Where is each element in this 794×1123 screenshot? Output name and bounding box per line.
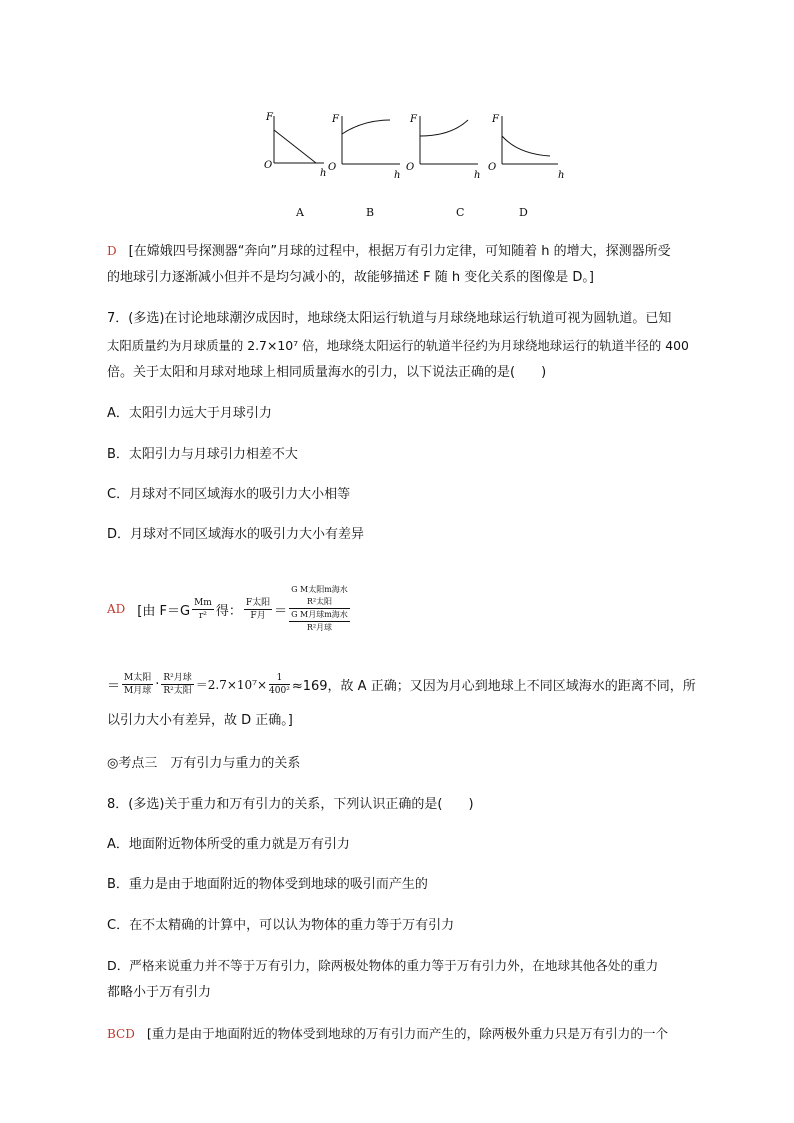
answer-label: BCD [107,1027,135,1041]
graph-b [328,108,408,183]
calc-text: ＝2.7×10⁷× [195,677,268,692]
q8-stem: 8．(多选)关于重力和万有引力的关系，下列认识正确的是( ) [107,797,474,812]
graph-a [262,108,332,183]
y-axis-label: F [492,114,499,125]
answer-text: [重力是由于地面附近的物体受到地球的万有引力而产生的，除两极外重力只是万有引力的一个 [146,1026,669,1041]
q7-option-a: A．太阳引力远大于月球引力 [107,406,272,421]
q8-option-b: B．重力是由于地面附近的物体受到地球的吸引而产生的 [107,877,428,892]
q8-answer-line1 [107,1021,724,1047]
q7-answer-line3: 以引力大小有差异，故 D 正确。] [107,713,293,728]
x-axis-label: h [320,168,327,179]
origin-label: O [488,162,497,173]
formula-prefix: [由 F＝G [137,603,191,619]
q7-option-c: C．月球对不同区域海水的吸引力大小相等 [107,487,351,502]
graph-label-c: C [456,206,465,219]
q6-answer-line1 [107,238,724,265]
q7-option-d: D．月球对不同区域海水的吸引力大小有差异 [107,527,365,542]
answer-label: AD [107,602,126,616]
answer-text: [在嫦娥四号探测器“奔向”月球的过程中，根据万有引力定律，可知随着 h 的增大，探测器所受 [128,244,671,259]
dot: · [155,676,160,692]
q7-answer-line2 [107,664,724,704]
y-axis-label: F [266,112,273,123]
graph-c [406,108,486,183]
q7-stem-line1: 7．(多选)在讨论地球潮汐成因时，地球绕太阳运行轨道与月球绕地球运行轨道可视为圆轨道。已知 [107,311,672,326]
fraction-mm-r2: $\frac{Mm}{\text{r²}}$ [194,597,212,621]
fraction-f-ratio: $\frac{\text{F太阳}}{\text{F月}}$ [245,597,271,621]
fraction-mass-ratio: $\frac{\text{M太阳}}{\text{M月球}}$ [124,672,152,696]
q8-option-c: C．在不太精确的计算中，可以认为物体的重力等于万有引力 [107,918,455,933]
equals-sign: ＝ [274,603,288,619]
formula-mid: 得： [215,603,242,619]
section-heading: ◎考点三 万有引力与重力的关系 [107,756,301,771]
fraction-radius-ratio: $\frac{\text{R²月球}}{\text{R²太阳}}$ [163,672,192,696]
q8-option-d: D．严格来说重力并不等于万有引力，除两极处物体的重力等于万有引力外，在地球其他各处的重力 [107,958,659,973]
q7-option-b: B．太阳引力与月球引力相差不大 [107,447,298,462]
q7-stem-line2: 太阳质量约为月球质量的 2.7×10⁷ 倍，地球绕太阳运行的轨道半径约为月球绕地球运行的轨道半径的 400 [107,338,689,353]
graph-label-a: A [296,206,304,219]
x-axis-label: h [558,170,565,181]
origin-label: O [264,160,273,171]
calc-tail: ≈169，故 A 正确；又因为月心到地球上不同区域海水的距离不同，所 [291,678,696,694]
x-axis-label: h [474,170,481,181]
y-axis-label: F [410,114,417,125]
q7-stem-line3: 倍。关于太阳和月球对地球上相同质量海水的引力，以下说法正确的是( ) [107,365,547,380]
graph-d [488,108,568,183]
equals-sign: ＝ [107,678,121,694]
fraction-big: G M太阳m海水 R²太阳 G M月球m海水 R²月球 [291,585,348,632]
origin-label: O [406,162,415,173]
q8-option-a: A．地面附近物体所受的重力就是万有引力 [107,837,350,852]
q6-answer-line2 [107,265,724,291]
y-axis-label: F [332,114,339,125]
fraction-1-over-400sq: $\frac{1}{\text{400²}}$ [269,672,290,696]
answer-label: D [107,244,117,258]
q8-option-d-cont: 都略小于万有引力 [107,985,212,1000]
q7-answer-line1 [107,574,724,644]
origin-label: O [328,162,337,173]
graph-label-d: D [519,206,528,219]
graph-label-b: B [366,206,375,219]
x-axis-label: h [394,170,401,181]
answer-text: 的地球引力逐渐减小但并不是均匀减小的，故能够描述 F 随 h 变化关系的图像是 D。] [107,270,594,285]
